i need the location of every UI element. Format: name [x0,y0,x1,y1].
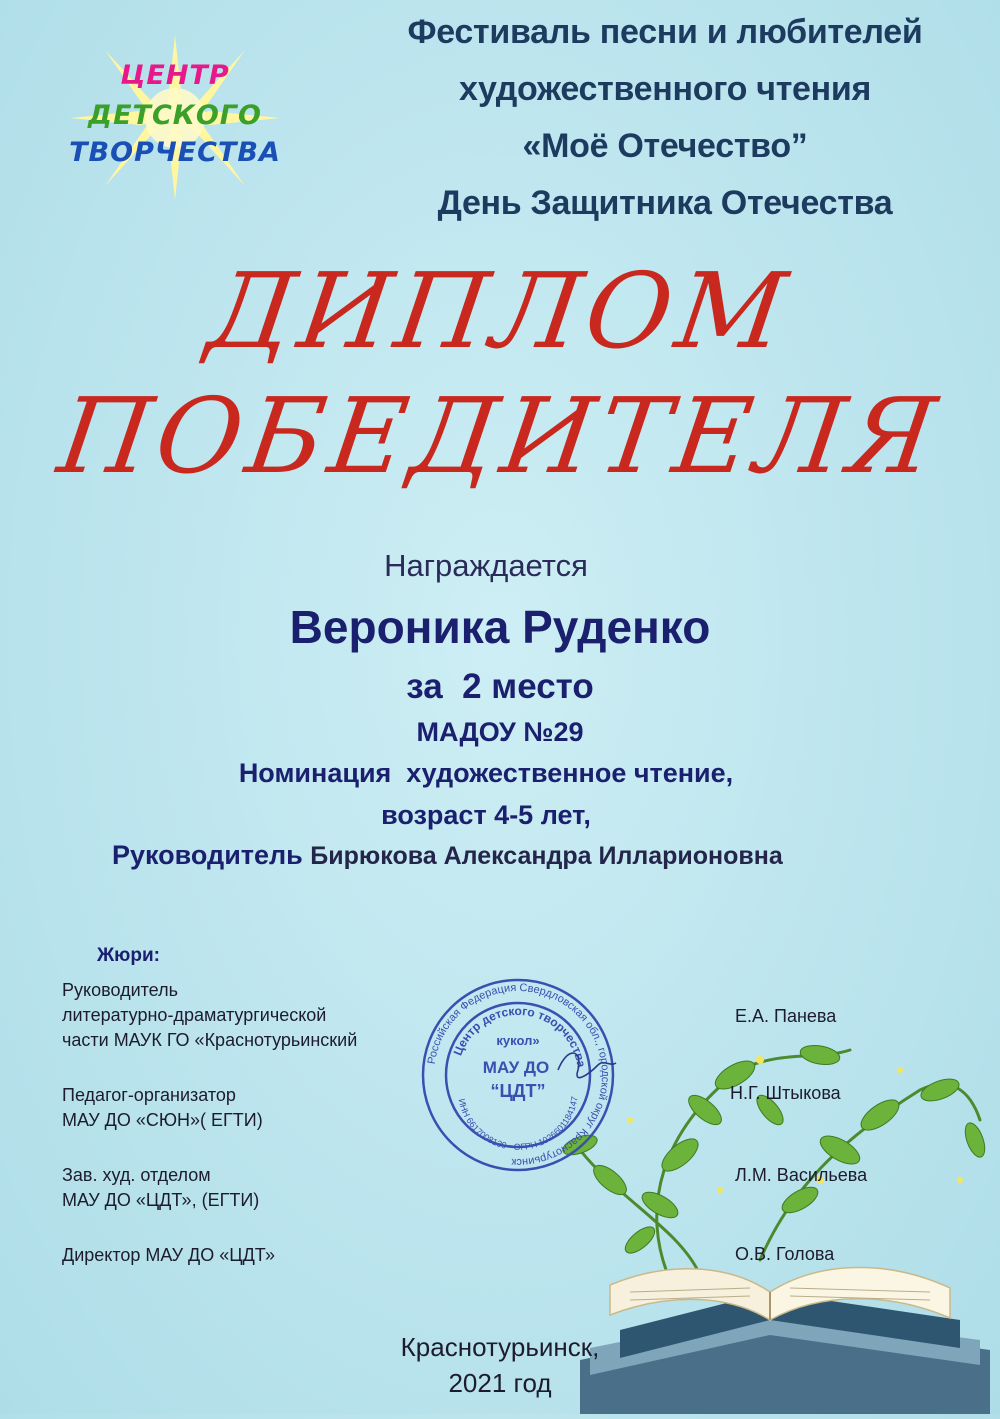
center-logo [60,30,290,205]
jury-name-4: О.В. Голова [735,1244,835,1264]
stamp-inner-text: Центр детского творчества [450,1003,589,1069]
stamp-center-line-2: “ЦДТ” [490,1081,546,1101]
supervisor-label: Руководитель [112,840,303,870]
recipient-name: Вероника Руденко [289,601,711,653]
jury-role-1: Руководитель литературно-драматургической части МАУК ГО «Краснотурьинский [62,980,358,1050]
place-text: за 2 место [406,667,594,706]
logo-line-1: ЦЕНТР [120,60,230,91]
age-text: возраст 4-5 лет, [381,800,591,830]
jury-name-2: Н.Г. Штыкова [730,1083,841,1103]
stamp-ids-text: ИНН 6617008130 • ОГРН 1026601184147 [456,1095,580,1153]
jury-name-1: Е.А. Панева [735,1006,837,1026]
festival-line-3: «Моё Отечество” [522,127,808,165]
festival-header [330,4,1000,232]
logo-line-2: ДЕТСКОГО [88,100,262,131]
supervisor-line [112,840,783,871]
festival-line-4: День Защитника Отечества [437,184,893,222]
awarded-label: Награждается [384,548,588,583]
jury-name-3: Л.М. Васильева [735,1165,868,1185]
nomination-text: Номинация художественное чтение, [238,758,734,788]
year-text: 2021 год [448,1368,552,1398]
jury-role-4: Директор МАУ ДО «ЦДТ» [62,1245,275,1265]
logo-line-3: ТВОРЧЕСТВА [69,137,281,168]
city-text: Краснотурьинск, [400,1332,600,1362]
festival-line-2: художественного чтения [458,70,872,108]
supervisor-name: Бирюкова Александра Илларионовна [310,842,783,870]
stamp-overlap-text: кукол» [496,1033,540,1048]
stamp-center-line-1: МАУ ДО [482,1058,550,1077]
diploma-title-line-2: ПОБЕДИТЕЛЯ [51,375,949,497]
stamp-outer-text: Российская Федерация Свердловская обл., городской округ Краснотурьинск [425,981,612,1169]
official-stamp [418,975,618,1175]
jury-role-3: Зав. худ. отделом МАУ ДО «ЦДТ», (ЕГТИ) [62,1165,260,1210]
jury-heading: Жюри: [97,945,161,966]
organization-text: МАДОУ №29 [416,717,584,747]
diploma-title-line-1: ДИПЛОМ [201,250,799,372]
stamp-seal-icon [418,975,618,1175]
festival-line-1: Фестиваль песни и любителей [407,13,923,51]
jury-role-2: Педагог-организатор МАУ ДО «СЮН»( ЕГТИ) [62,1085,263,1130]
